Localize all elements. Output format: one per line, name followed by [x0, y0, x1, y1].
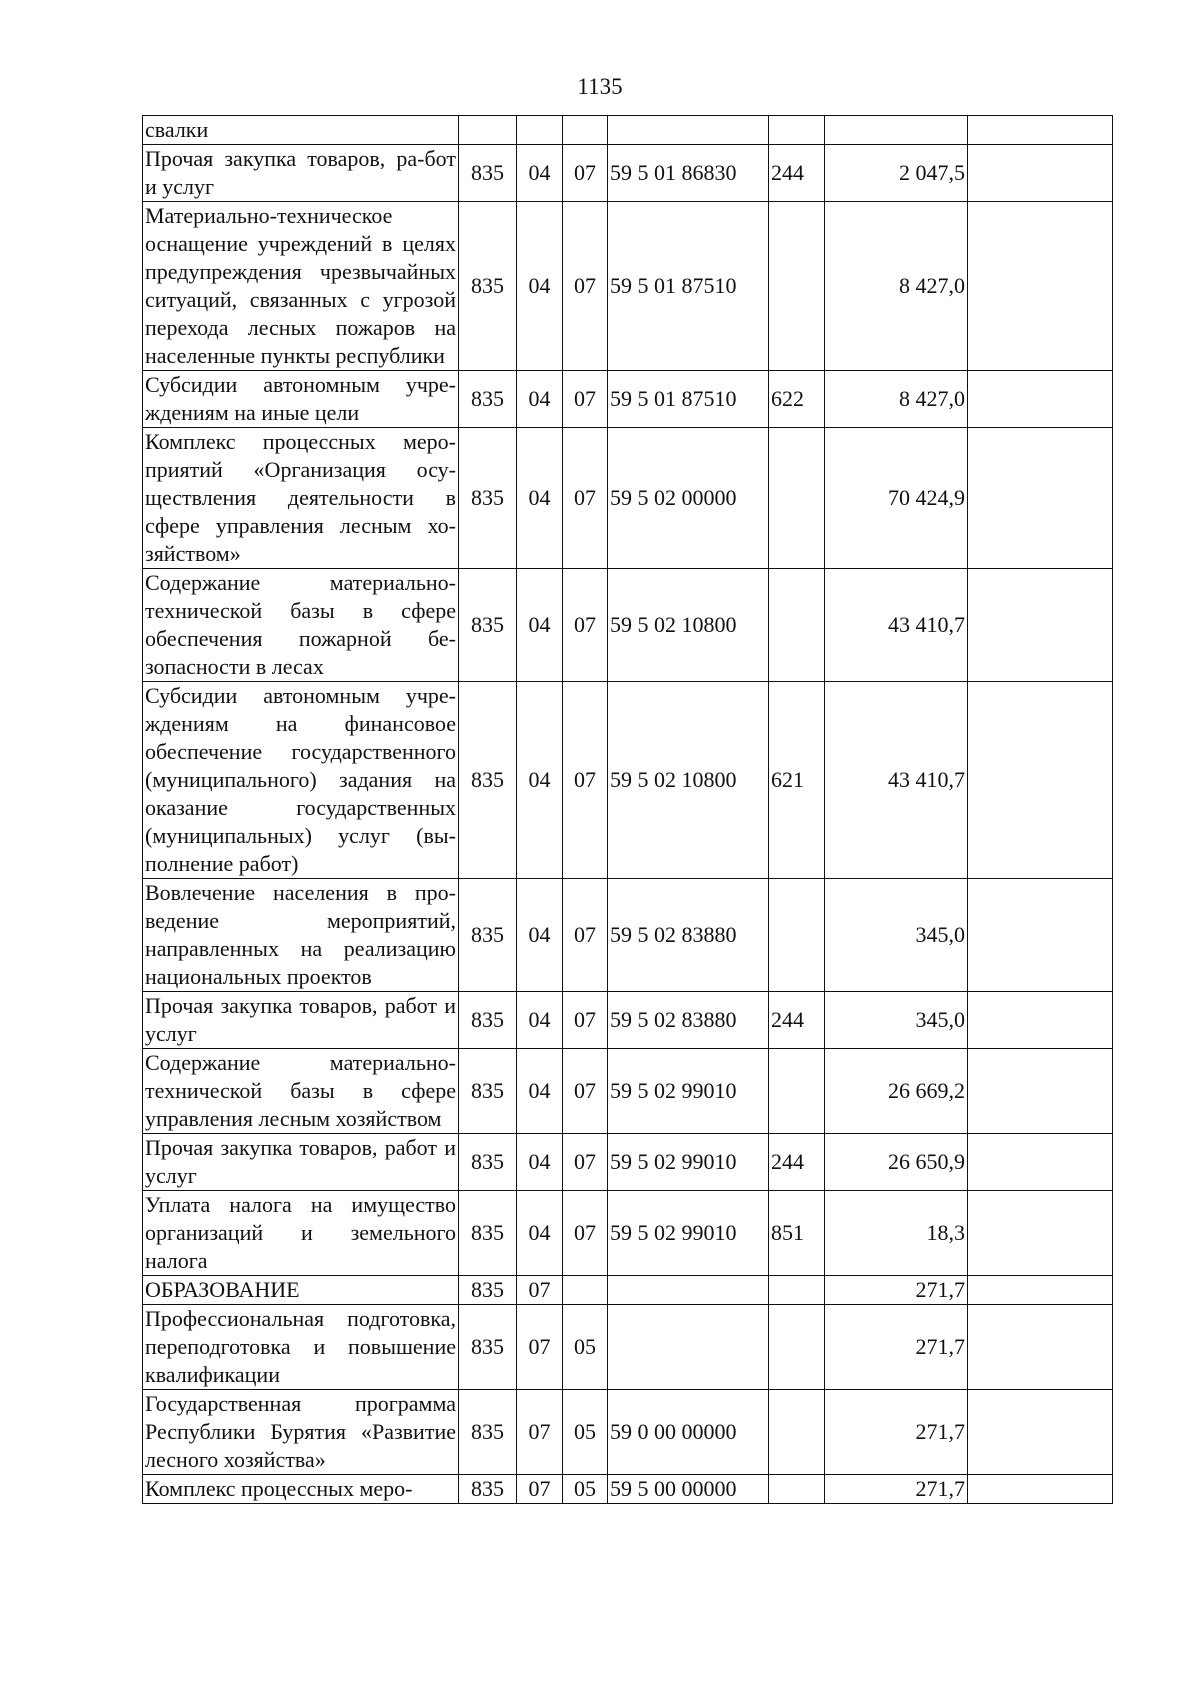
- table-body: [143, 116, 1113, 1504]
- table-row: [143, 1390, 1113, 1475]
- row-expense-type: 244: [769, 145, 825, 202]
- table-row: [143, 1305, 1113, 1390]
- row-amount: 345,0: [825, 992, 968, 1049]
- row-name: Комплекс процессных мероприятий «Организация осуществления деятельности в сфере управления лесным хозяйством»: [143, 428, 459, 569]
- table-row: [143, 145, 1113, 202]
- row-target-article: 59 0 00 00000: [608, 1390, 769, 1475]
- row-name: Уплата налога на имущество организаций и земельного налога: [143, 1191, 459, 1276]
- row-extra: [968, 1134, 1113, 1191]
- row-section-code: 04: [517, 1191, 563, 1276]
- row-amount: 43 410,7: [825, 682, 968, 879]
- row-extra: [968, 879, 1113, 992]
- row-subsection-code: 07: [563, 428, 608, 569]
- row-subsection-code: 07: [563, 1049, 608, 1134]
- page-number: 1135: [577, 74, 623, 99]
- row-subsection-code: [563, 116, 608, 145]
- row-name: свалки: [143, 116, 459, 145]
- table-row: [143, 116, 1113, 145]
- row-subsection-code: 07: [563, 145, 608, 202]
- row-name: ОБРАЗОВАНИЕ: [143, 1276, 459, 1305]
- row-amount: 26 669,2: [825, 1049, 968, 1134]
- row-section-code: 04: [517, 371, 563, 428]
- row-name: Прочая закупка товаров, работ и услуг: [143, 1134, 459, 1191]
- row-subsection-code: 07: [563, 371, 608, 428]
- row-name: Государственная программа Республики Бурятия «Развитие лесного хозяйства»: [143, 1390, 459, 1475]
- row-subsection-code: 07: [563, 879, 608, 992]
- row-target-article: 59 5 02 00000: [608, 428, 769, 569]
- row-section-code: 04: [517, 682, 563, 879]
- row-expense-type: 621: [769, 682, 825, 879]
- row-target-article: 59 5 01 87510: [608, 371, 769, 428]
- row-name: Вовлечение населения в проведение мероприятий, направленных на реализацию национальных проектов: [143, 879, 459, 992]
- table-row: [143, 1049, 1113, 1134]
- row-ministry-code: 835: [459, 371, 517, 428]
- row-subsection-code: 05: [563, 1305, 608, 1390]
- row-subsection-code: 07: [563, 682, 608, 879]
- row-ministry-code: 835: [459, 682, 517, 879]
- row-section-code: 07: [517, 1390, 563, 1475]
- table-row: [143, 1134, 1113, 1191]
- row-section-code: 04: [517, 202, 563, 371]
- row-expense-type: [769, 1390, 825, 1475]
- row-name: Прочая закупка товаров, работ и услуг: [143, 992, 459, 1049]
- row-expense-type: [769, 569, 825, 682]
- row-extra: [968, 1191, 1113, 1276]
- row-ministry-code: 835: [459, 1305, 517, 1390]
- row-target-article: 59 5 02 10800: [608, 569, 769, 682]
- row-extra: [968, 569, 1113, 682]
- table-row: [143, 569, 1113, 682]
- budget-table: [142, 115, 1113, 1504]
- row-amount: 271,7: [825, 1390, 968, 1475]
- row-subsection-code: [563, 1276, 608, 1305]
- table-row: [143, 1276, 1113, 1305]
- row-section-code: 04: [517, 428, 563, 569]
- row-expense-type: [769, 428, 825, 569]
- row-expense-type: [769, 1276, 825, 1305]
- row-section-code: 07: [517, 1276, 563, 1305]
- row-target-article: 59 5 02 99010: [608, 1049, 769, 1134]
- row-amount: 271,7: [825, 1276, 968, 1305]
- row-name: Субсидии автономным учреждениям на иные цели: [143, 371, 459, 428]
- table-row: [143, 1191, 1113, 1276]
- row-subsection-code: 07: [563, 992, 608, 1049]
- row-section-code: [517, 116, 563, 145]
- row-ministry-code: 835: [459, 1390, 517, 1475]
- row-target-article: 59 5 00 00000: [608, 1475, 769, 1504]
- row-section-code: 07: [517, 1475, 563, 1504]
- row-target-article: 59 5 01 86830: [608, 145, 769, 202]
- row-name: Субсидии автономным учреждениям на финансовое обеспечение государственного (муниципального) задания на оказание государственных (муниципальных) услуг (выполнение работ): [143, 682, 459, 879]
- row-amount: 271,7: [825, 1305, 968, 1390]
- row-expense-type: 851: [769, 1191, 825, 1276]
- row-ministry-code: 835: [459, 569, 517, 682]
- row-subsection-code: 07: [563, 1191, 608, 1276]
- row-ministry-code: 835: [459, 879, 517, 992]
- row-expense-type: [769, 1475, 825, 1504]
- row-extra: [968, 1276, 1113, 1305]
- row-amount: [825, 116, 968, 145]
- table-row: [143, 428, 1113, 569]
- row-ministry-code: 835: [459, 1276, 517, 1305]
- row-extra: [968, 1049, 1113, 1134]
- row-subsection-code: 05: [563, 1475, 608, 1504]
- table-row: [143, 202, 1113, 371]
- row-expense-type: [769, 879, 825, 992]
- row-target-article: 59 5 02 83880: [608, 992, 769, 1049]
- row-amount: 8 427,0: [825, 371, 968, 428]
- row-amount: 43 410,7: [825, 569, 968, 682]
- table-row: [143, 371, 1113, 428]
- row-amount: 70 424,9: [825, 428, 968, 569]
- row-target-article: 59 5 01 87510: [608, 202, 769, 371]
- row-extra: [968, 371, 1113, 428]
- row-target-article: 59 5 02 99010: [608, 1134, 769, 1191]
- row-ministry-code: 835: [459, 1049, 517, 1134]
- row-ministry-code: 835: [459, 992, 517, 1049]
- row-ministry-code: 835: [459, 1475, 517, 1504]
- row-target-article: [608, 1305, 769, 1390]
- row-name: Материально-техническое оснащение учреждений в целях предупреждения чрезвычайных ситуаций, связанных с угрозой перехода лесных пожаров на населенные пункты республики: [143, 202, 459, 371]
- row-target-article: 59 5 02 10800: [608, 682, 769, 879]
- row-amount: 8 427,0: [825, 202, 968, 371]
- row-section-code: 04: [517, 879, 563, 992]
- row-subsection-code: 05: [563, 1390, 608, 1475]
- row-expense-type: [769, 1049, 825, 1134]
- row-target-article: [608, 116, 769, 145]
- row-ministry-code: 835: [459, 428, 517, 569]
- row-extra: [968, 1305, 1113, 1390]
- row-expense-type: 244: [769, 1134, 825, 1191]
- table-row: [143, 1475, 1113, 1504]
- row-section-code: 04: [517, 992, 563, 1049]
- row-name: Содержание материально-технической базы в сфере управления лесным хозяйством: [143, 1049, 459, 1134]
- row-extra: [968, 145, 1113, 202]
- row-name: Профессиональная подготовка, переподготовка и повышение квалификации: [143, 1305, 459, 1390]
- row-extra: [968, 1390, 1113, 1475]
- row-expense-type: [769, 202, 825, 371]
- row-expense-type: 244: [769, 992, 825, 1049]
- row-name: Прочая закупка товаров, ра-бот и услуг: [143, 145, 459, 202]
- row-section-code: 04: [517, 1134, 563, 1191]
- row-section-code: 07: [517, 1305, 563, 1390]
- row-ministry-code: [459, 116, 517, 145]
- row-extra: [968, 682, 1113, 879]
- row-extra: [968, 202, 1113, 371]
- row-expense-type: [769, 116, 825, 145]
- row-subsection-code: 07: [563, 1134, 608, 1191]
- row-section-code: 04: [517, 145, 563, 202]
- table-row: [143, 992, 1113, 1049]
- table-row: [143, 682, 1113, 879]
- row-target-article: [608, 1276, 769, 1305]
- row-extra: [968, 116, 1113, 145]
- row-ministry-code: 835: [459, 202, 517, 371]
- row-target-article: 59 5 02 99010: [608, 1191, 769, 1276]
- row-amount: 271,7: [825, 1475, 968, 1504]
- row-section-code: 04: [517, 1049, 563, 1134]
- row-subsection-code: 07: [563, 202, 608, 371]
- row-extra: [968, 1475, 1113, 1504]
- row-amount: 26 650,9: [825, 1134, 968, 1191]
- row-name: Содержание материально-технической базы в сфере обеспечения пожарной безопасности в лесах: [143, 569, 459, 682]
- row-target-article: 59 5 02 83880: [608, 879, 769, 992]
- row-amount: 345,0: [825, 879, 968, 992]
- row-extra: [968, 992, 1113, 1049]
- row-amount: 2 047,5: [825, 145, 968, 202]
- row-ministry-code: 835: [459, 145, 517, 202]
- row-extra: [968, 428, 1113, 569]
- table-row: [143, 879, 1113, 992]
- row-ministry-code: 835: [459, 1134, 517, 1191]
- row-expense-type: 622: [769, 371, 825, 428]
- row-name: Комплекс процессных меро-: [143, 1475, 459, 1504]
- row-ministry-code: 835: [459, 1191, 517, 1276]
- row-subsection-code: 07: [563, 569, 608, 682]
- row-amount: 18,3: [825, 1191, 968, 1276]
- row-section-code: 04: [517, 569, 563, 682]
- row-expense-type: [769, 1305, 825, 1390]
